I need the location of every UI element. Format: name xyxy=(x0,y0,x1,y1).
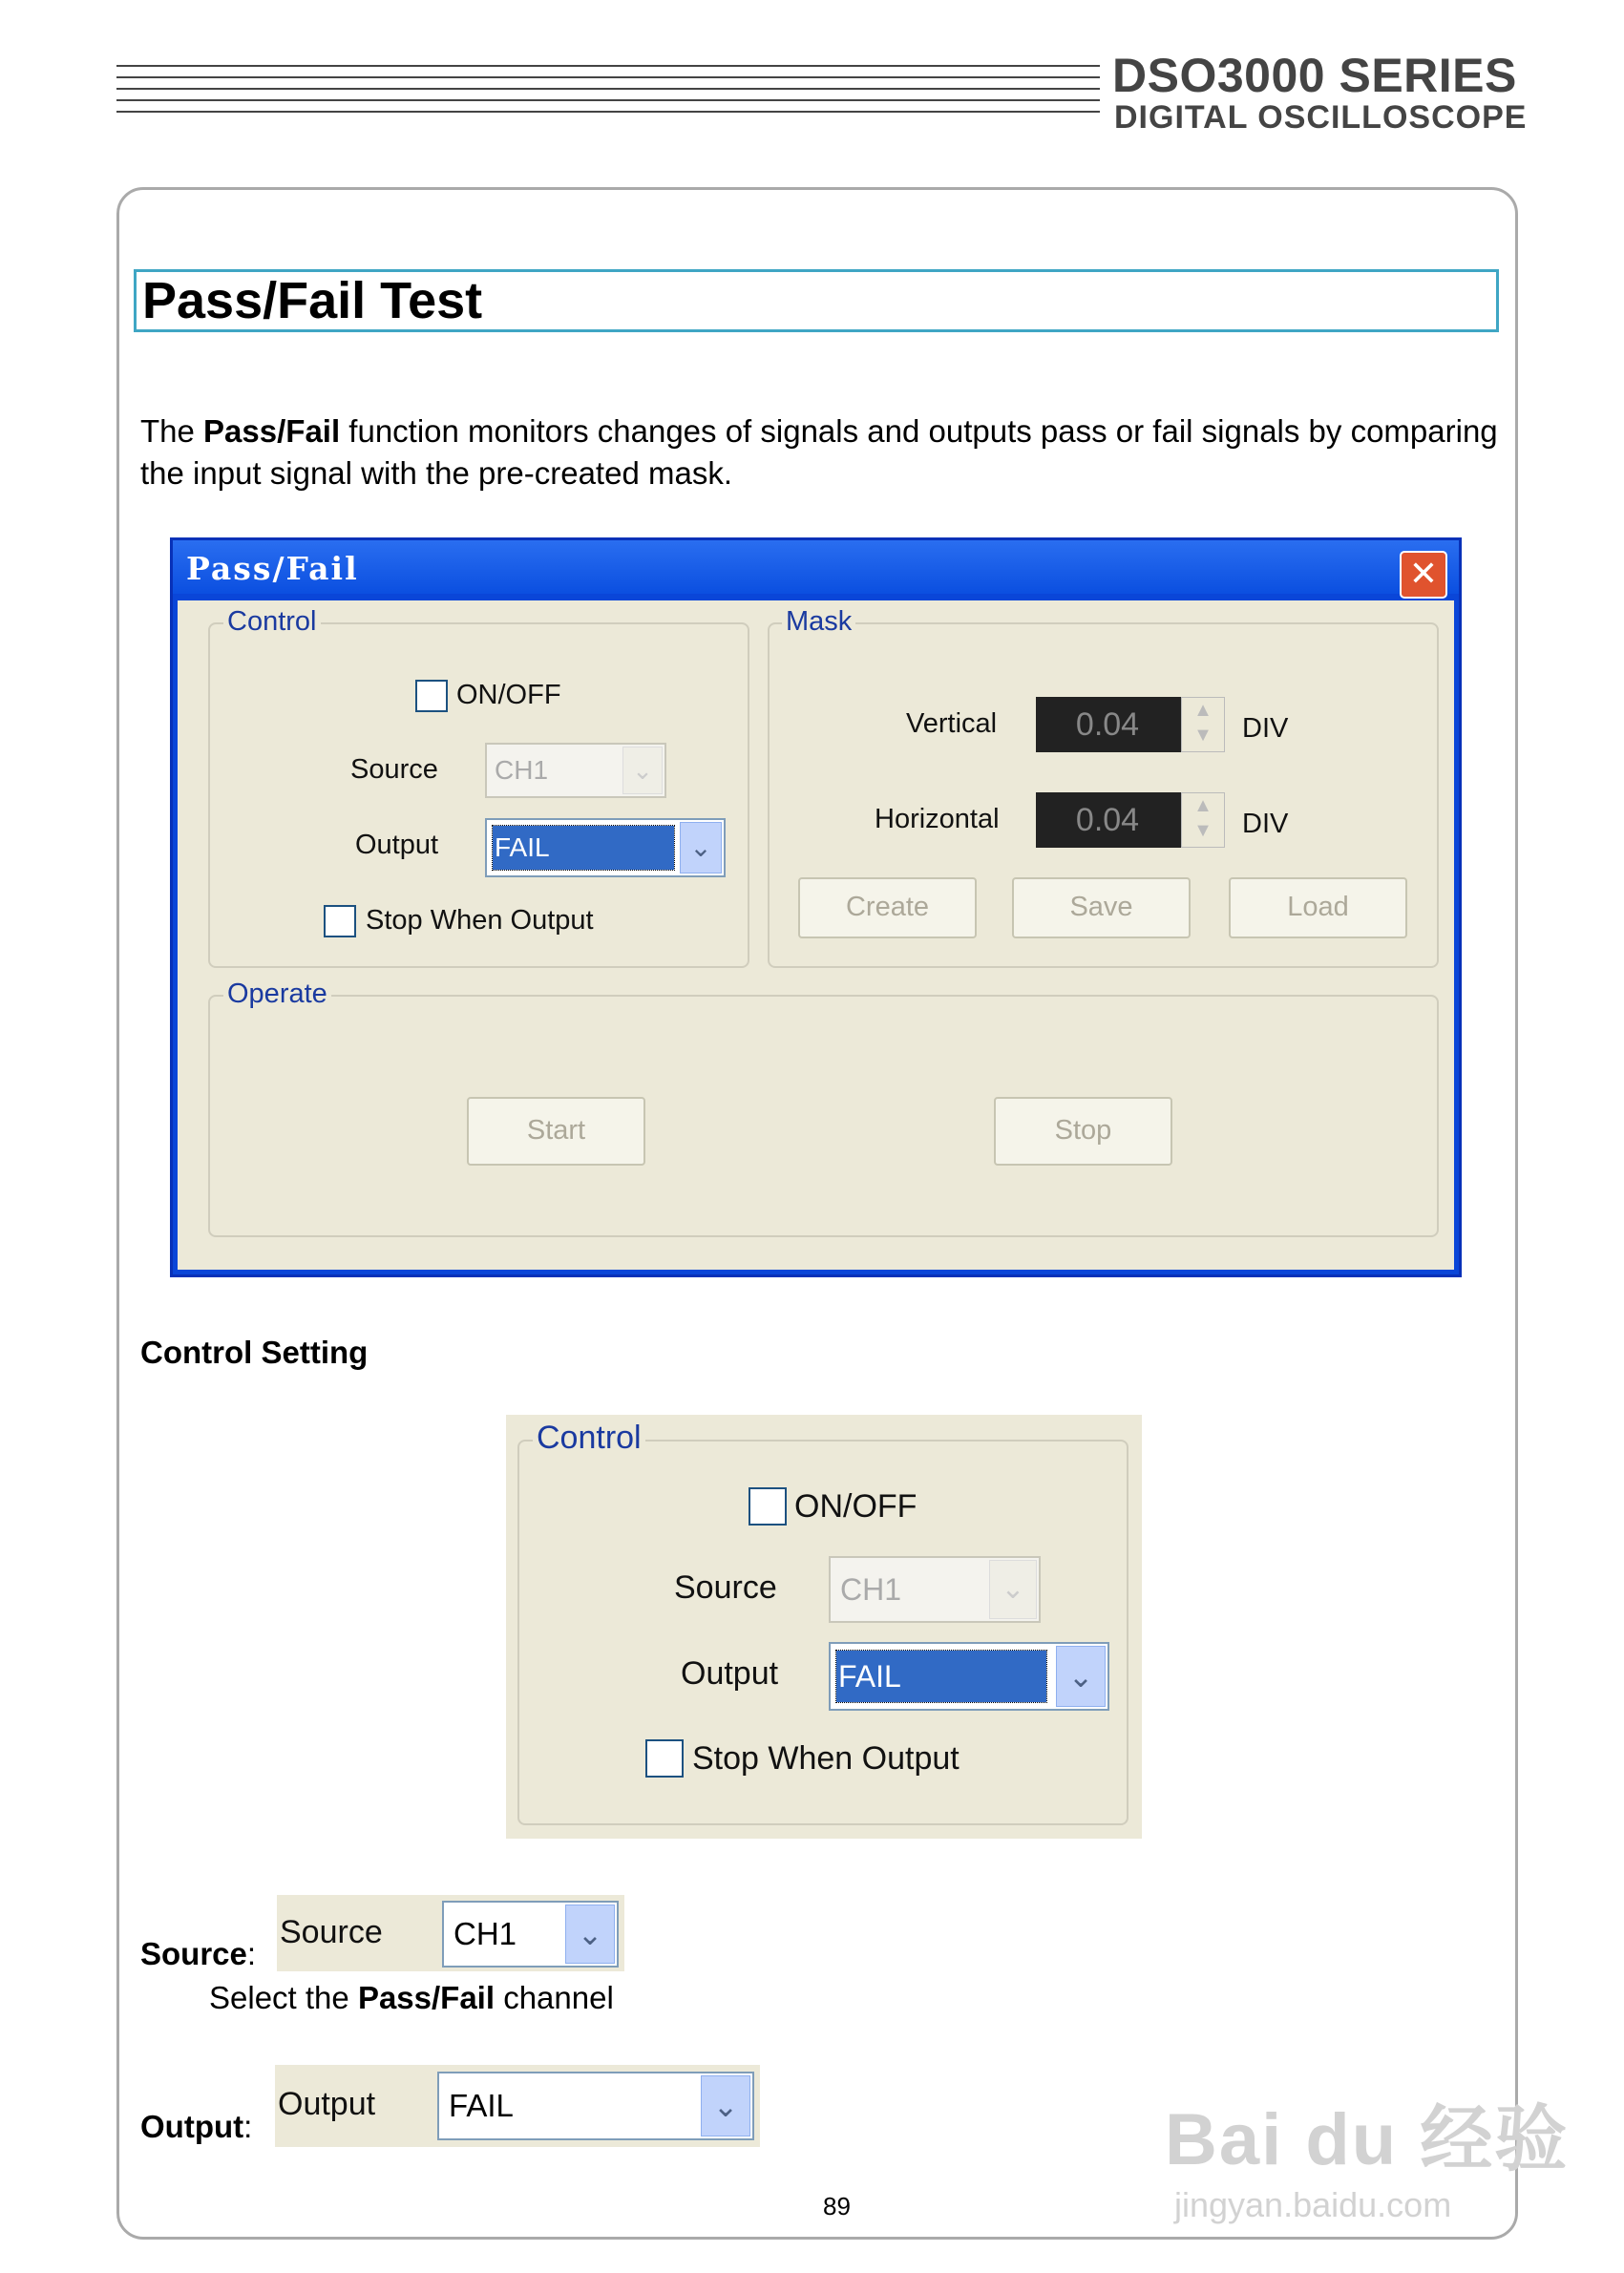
output-select[interactable] xyxy=(485,818,726,877)
horizontal-unit: DIV xyxy=(1242,809,1289,839)
source-select[interactable] xyxy=(485,743,666,798)
intro-paragraph: The Pass/Fail function monitors changes of signals and outputs pass or fail signals by comparing the input signal with the pre-created mask. xyxy=(140,413,1498,491)
output-select[interactable] xyxy=(437,2072,754,2140)
output-label: Output xyxy=(681,1655,779,1692)
source-select[interactable] xyxy=(442,1901,619,1968)
vertical-value: 0.04 xyxy=(1075,705,1140,743)
horizontal-label: Horizontal xyxy=(875,804,1000,834)
source-widget-crop xyxy=(277,1895,624,1971)
close-icon[interactable]: ✕ xyxy=(1400,551,1447,599)
output-value: FAIL xyxy=(449,2088,514,2123)
onoff-label: ON/OFF xyxy=(794,1488,917,1525)
control-group-label: Control xyxy=(533,1420,645,1457)
source-item-label: Source: xyxy=(140,1936,257,1971)
control-setting-heading: Control Setting xyxy=(140,1335,369,1370)
spin-arrows-icon[interactable]: ▲ ▼ xyxy=(1181,697,1225,752)
source-value: CH1 xyxy=(840,1571,902,1607)
source-value: CH1 xyxy=(453,1916,517,1951)
dialog-body xyxy=(178,600,1454,1270)
control-crop xyxy=(506,1415,1142,1839)
operate-group-label: Operate xyxy=(223,979,331,1010)
output-value: FAIL xyxy=(493,826,674,870)
horizontal-spinner[interactable] xyxy=(1036,792,1225,848)
source-value: CH1 xyxy=(495,755,549,785)
stop-when-output-checkbox[interactable] xyxy=(324,905,356,937)
vertical-label: Vertical xyxy=(906,708,998,739)
vertical-unit: DIV xyxy=(1242,713,1289,744)
onoff-checkbox[interactable] xyxy=(415,680,448,712)
mask-group-label: Mask xyxy=(782,606,855,638)
horizontal-value: 0.04 xyxy=(1075,801,1140,838)
load-button[interactable]: Load xyxy=(1229,877,1407,938)
watermark-logo-text: Bai du 经验 xyxy=(1165,2099,1570,2180)
onoff-label: ON/OFF xyxy=(456,680,561,710)
chevron-down-icon: ⌄ xyxy=(680,822,722,873)
source-description: Select the Pass/Fail channel xyxy=(209,1980,614,2015)
spin-arrows-icon[interactable]: ▲ ▼ xyxy=(1181,792,1225,848)
control-group-label: Control xyxy=(223,606,321,638)
output-widget-crop xyxy=(275,2065,760,2147)
stop-button[interactable]: Stop xyxy=(994,1097,1172,1166)
source-select[interactable] xyxy=(829,1556,1041,1623)
output-item-label: Output: xyxy=(140,2109,253,2144)
save-button[interactable]: Save xyxy=(1012,877,1191,938)
create-button[interactable]: Create xyxy=(798,877,977,938)
header-subtitle: DIGITAL OSCILLOSCOPE xyxy=(1114,99,1528,136)
chevron-down-icon: ⌄ xyxy=(565,1905,615,1964)
stop-when-output-label: Stop When Output xyxy=(366,905,594,936)
output-label: Output xyxy=(355,830,439,860)
baidu-watermark xyxy=(1165,2081,1569,2225)
stop-when-output-label: Stop When Output xyxy=(692,1740,960,1777)
page-number: 89 xyxy=(823,2192,851,2220)
chevron-down-icon: ⌄ xyxy=(1056,1646,1106,1707)
dialog-title: Pass/Fail xyxy=(186,550,359,587)
output-value: FAIL xyxy=(836,1651,1046,1702)
start-button[interactable]: Start xyxy=(467,1097,645,1166)
section-title: Pass/Fail Test xyxy=(134,269,1499,332)
chevron-down-icon: ⌄ xyxy=(701,2075,750,2136)
pass-fail-dialog xyxy=(170,537,1462,1277)
operate-group xyxy=(208,995,1439,1237)
header-title: DSO3000 SERIES xyxy=(1112,49,1517,102)
source-label: Source xyxy=(350,754,438,785)
dialog-titlebar xyxy=(173,540,1459,594)
header-rule-lines xyxy=(116,65,1100,132)
source-label: Source xyxy=(674,1569,777,1606)
vertical-spinner[interactable] xyxy=(1036,697,1225,752)
source-label: Source xyxy=(280,1914,383,1950)
chevron-down-icon: ⌄ xyxy=(622,747,663,794)
output-label: Output xyxy=(278,2086,376,2122)
output-select[interactable] xyxy=(829,1642,1109,1711)
chevron-down-icon: ⌄ xyxy=(989,1560,1037,1619)
watermark-url: jingyan.baidu.com xyxy=(1174,2185,1452,2224)
stop-when-output-checkbox[interactable] xyxy=(645,1739,684,1778)
onoff-checkbox[interactable] xyxy=(749,1487,787,1526)
